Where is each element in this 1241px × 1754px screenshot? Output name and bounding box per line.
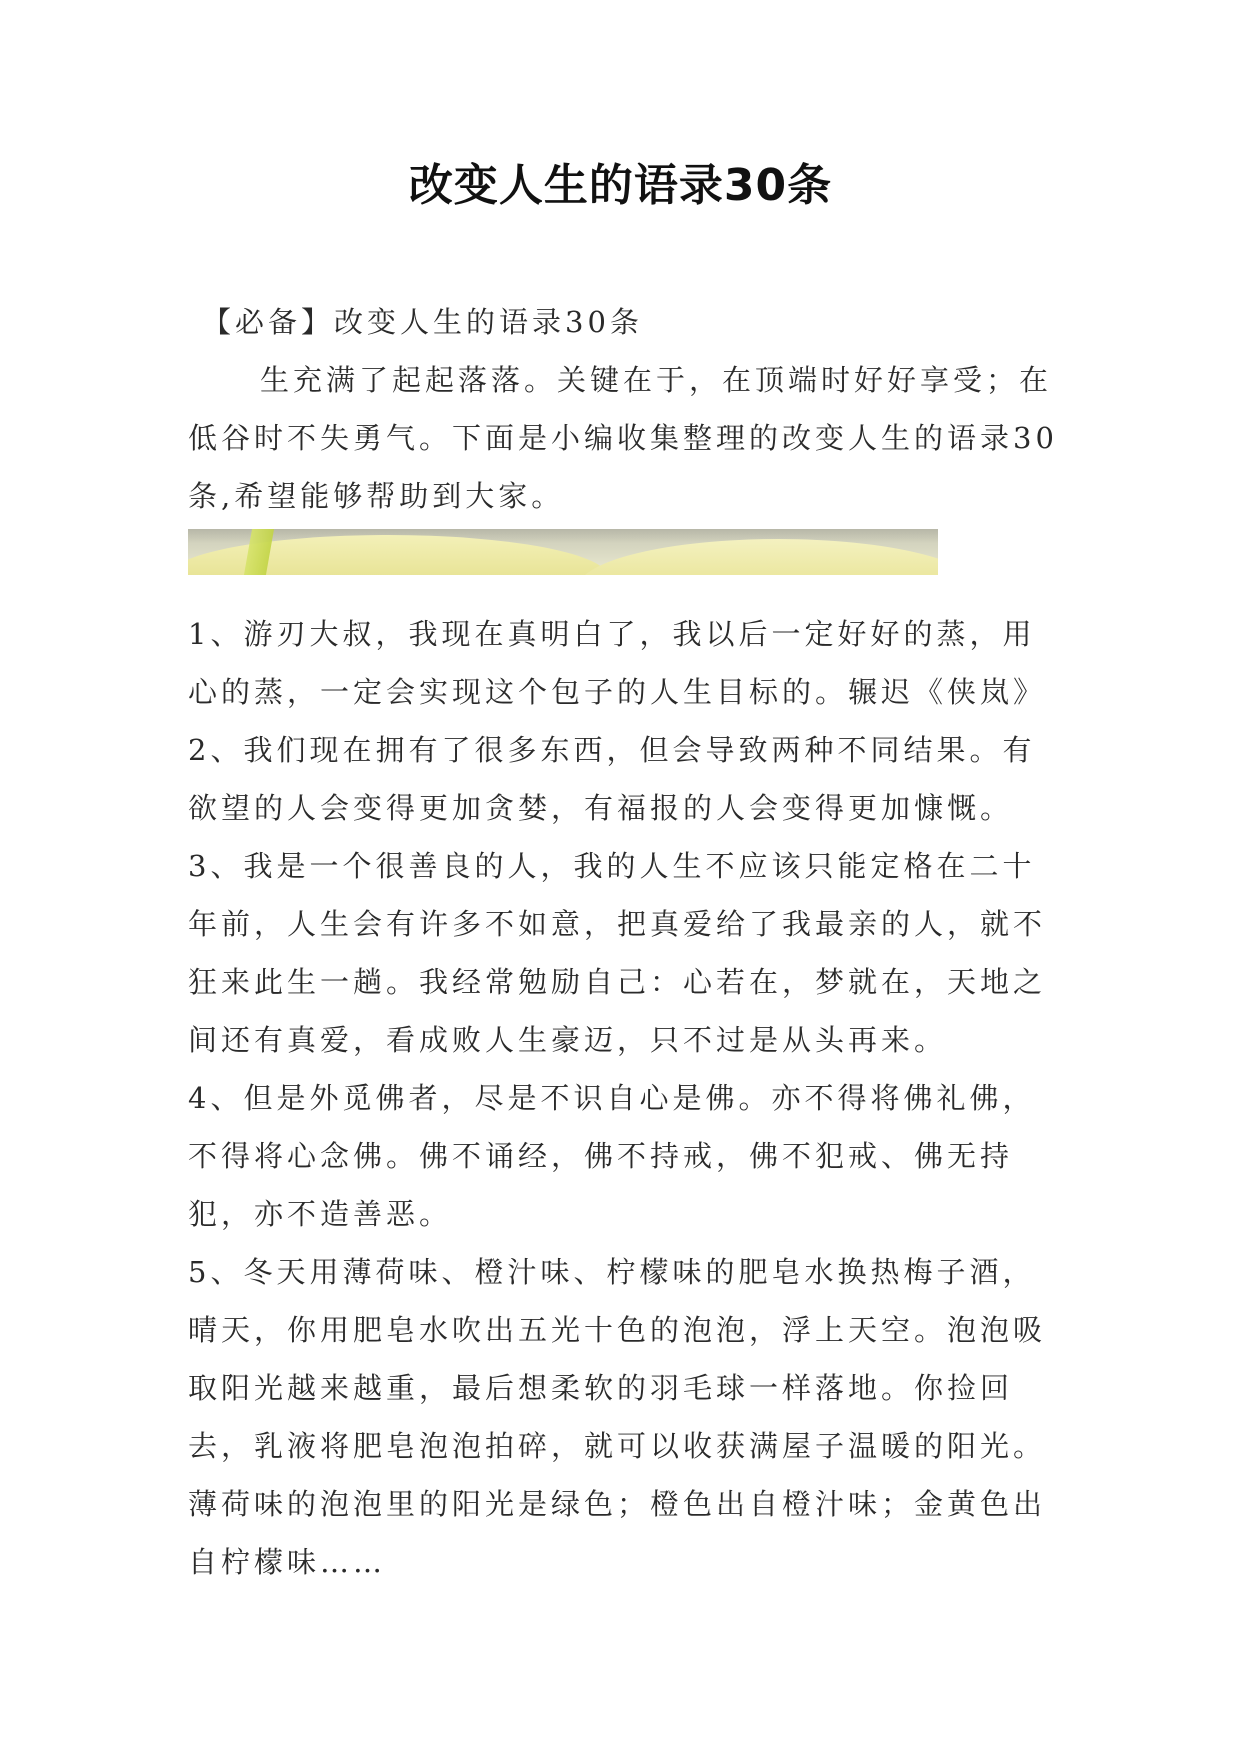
quote-paragraph: 3、我是一个很善良的人，我的人生不应该只能定格在二十年前，人生会有许多不如意，把真爱给了我最亲的人，就不狂来此生一趟。我经常勉励自己：心若在，梦就在，天地之间还有真爱，看成败人生豪迈，只不过是从头再来。 [188,849,1047,1057]
document-title: 改变人生的语录30条 [408,160,833,211]
quote-paragraph: 5、冬天用薄荷味、橙汁味、柠檬味的肥皂水换热梅子酒，晴天，你用肥皂水吹出五光十色的泡泡，浮上天空。泡泡吸取阳光越来越重，最后想柔软的羽毛球一样落地。你捡回去，乳液将肥皂泡泡拍碎，就可以收获满屋子温暖的阳光。薄荷味的泡泡里的阳光是绿色；橙色出自橙汁味；金黄色出自柠檬味…… [188,1255,1047,1579]
intro-paragraph: 生充满了起起落落。关键在于，在顶端时好好享受；在低谷时不失勇气。下面是小编收集整理的改变人生的语录30条,希望能够帮助到大家。 [188,363,1058,513]
book-right-page [578,539,938,575]
quote-paragraph: 4、但是外觅佛者，尽是不识自心是佛。亦不得将佛礼佛，不得将心念佛。佛不诵经，佛不持戒，佛不犯戒、佛无持犯，亦不造善恶。 [188,1081,1036,1231]
open-book-image [188,529,938,575]
document-body [188,293,1058,1591]
quote-paragraph: 2、我们现在拥有了很多东西，但会导致两种不同结果。有欲望的人会变得更加贪婪，有福报的人会变得更加慷慨。 [188,733,1036,825]
document-subtitle: 【必备】改变人生的语录30条 [202,305,643,339]
quote-paragraph: 1、游刃大叔，我现在真明白了，我以后一定好好的蒸，用心的蒸，一定会实现这个包子的人生目标的。辗迟《侠岚》 [188,617,1047,709]
